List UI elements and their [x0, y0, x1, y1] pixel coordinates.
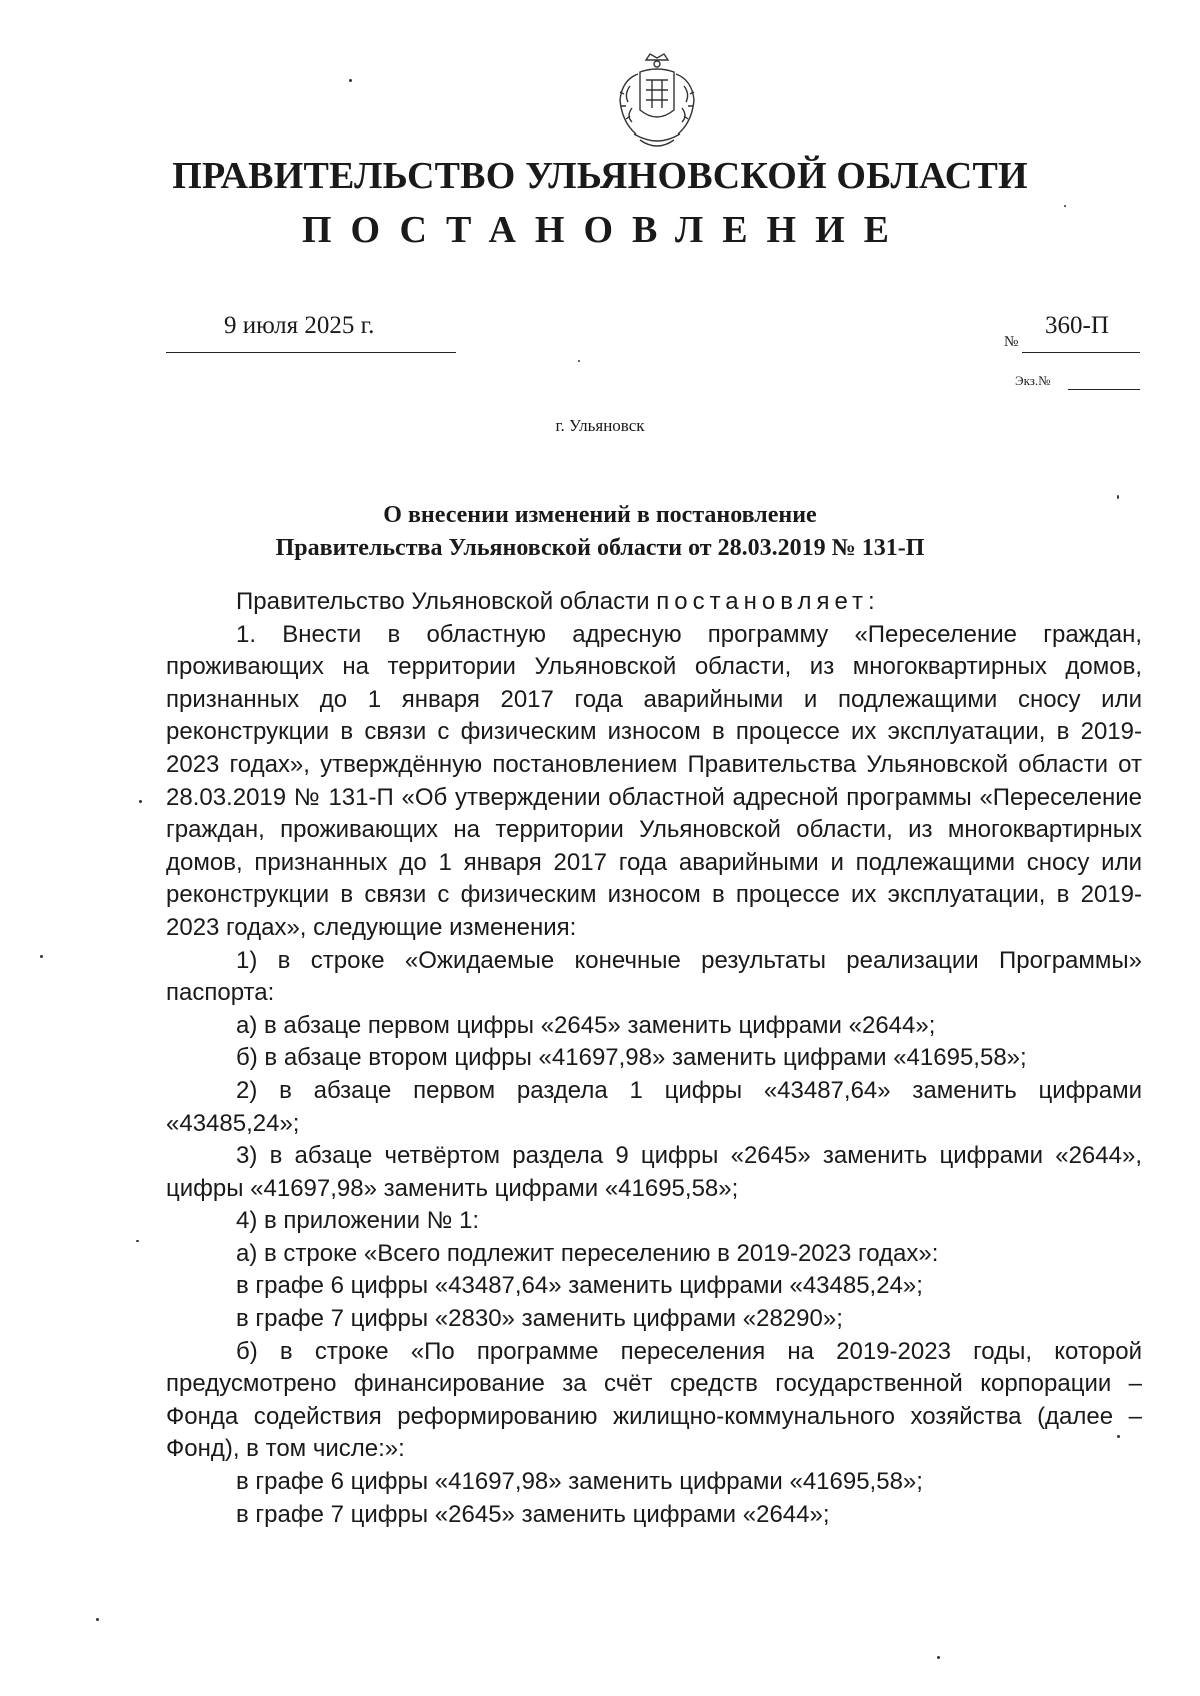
- intro-verb: постановляет:: [656, 588, 880, 615]
- document-heading: [0, 499, 1200, 565]
- paragraph-1: 1. Внести в областную адресную программу «Переселение граждан, проживающих на территории Ульяновской области, из многоквартирных домов, признанных до 1 января 2017 года аварийными и подлежащими сносу или реконструкции в связи с физическим износом в процессе их эксплуатации, в 2019-2023 годах», утверждённую постановлением Правительства Ульяновской области от 28.03.2019 № 131-П «Об утверждении областной адресной программы «Переселение граждан, проживающих на территории Ульяновской области, из многоквартирных домов, признанных до 1 января 2017 года аварийными и подлежащими сносу или реконструкции в связи с физическим износом в процессе их эксплуатации, в 2019-2023 годах», следующие изменения:: [166, 620, 1142, 941]
- paragraph-8: а) в строке «Всего подлежит переселению в 2019-2023 годах»:: [236, 1239, 939, 1267]
- heading-line-2: Правительства Ульяновской области от 28.03.2019 № 131-П: [275, 535, 925, 561]
- paragraph-4: б) в абзаце втором цифры «41697,98» заменить цифрами «41695,58»;: [236, 1044, 1027, 1072]
- paragraph-9: в графе 6 цифры «43487,64» заменить цифрами «43485,24»;: [236, 1272, 923, 1300]
- scan-speck: [1064, 205, 1066, 207]
- date-underline: [166, 352, 456, 353]
- scan-speck: [578, 360, 580, 362]
- copy-number-label: Экз.№: [1015, 373, 1051, 388]
- scan-speck: [96, 1618, 99, 1621]
- document-date: 9 июля 2025 г.: [224, 312, 375, 339]
- paragraph-12: в графе 6 цифры «41697,98» заменить цифрами «41695,58»;: [236, 1468, 923, 1496]
- paragraph-11: б) в строке «По программе переселения на 2019-2023 годы, которой предусмотрено финансирование за счёт средств государственной корпорации – Фонда содействия реформированию жилищно-коммунального хозяйства (далее – Фонд), в том числе:»:: [166, 1337, 1142, 1463]
- paragraph-6: 3) в абзаце четвёртом раздела 9 цифры «2645» заменить цифрами «2644», цифры «41697,98» заменить цифрами «41695,58»;: [166, 1142, 1142, 1202]
- document-body: [166, 586, 1142, 1531]
- heading-line-1: О внесении изменений в постановление: [383, 502, 817, 528]
- scan-speck: [1117, 1435, 1120, 1438]
- paragraph-5: 2) в абзаце первом раздела 1 цифры «43487,64» заменить цифрами «43485,24»;: [166, 1076, 1142, 1137]
- intro-paragraph: [166, 586, 1142, 619]
- scan-speck: [1117, 495, 1119, 499]
- document-number: 360-П: [1045, 312, 1109, 339]
- paragraph-2: 1) в строке «Ожидаемые конечные результаты реализации Программы» паспорта:: [166, 946, 1142, 1007]
- paragraph-3: а) в абзаце первом цифры «2645» заменить цифрами «2644»;: [236, 1011, 936, 1039]
- scan-speck: [139, 800, 142, 803]
- paragraph-10: в графе 7 цифры «2830» заменить цифрами «28290»;: [236, 1305, 843, 1333]
- scan-speck: [937, 1656, 940, 1659]
- coat-of-arms-icon: [610, 50, 704, 158]
- scan-speck: [349, 79, 352, 82]
- paragraph-13: в графе 7 цифры «2645» заменить цифрами «2644»;: [236, 1500, 830, 1528]
- number-underline: [1022, 352, 1140, 353]
- government-title: ПРАВИТЕЛЬСТВО УЛЬЯНОВСКОЙ ОБЛАСТИ: [172, 155, 1028, 197]
- scan-speck: [136, 1240, 139, 1242]
- paragraph-7: 4) в приложении № 1:: [236, 1207, 480, 1235]
- number-label: №: [1004, 334, 1019, 350]
- document-type-title: ПОСТАНОВЛЕНИЕ: [301, 209, 909, 251]
- intro-prefix: Правительство Ульяновской области: [236, 588, 657, 615]
- copy-number-underline: [1068, 389, 1140, 390]
- scan-speck: [40, 955, 43, 958]
- city-name: г. Ульяновск: [555, 416, 645, 435]
